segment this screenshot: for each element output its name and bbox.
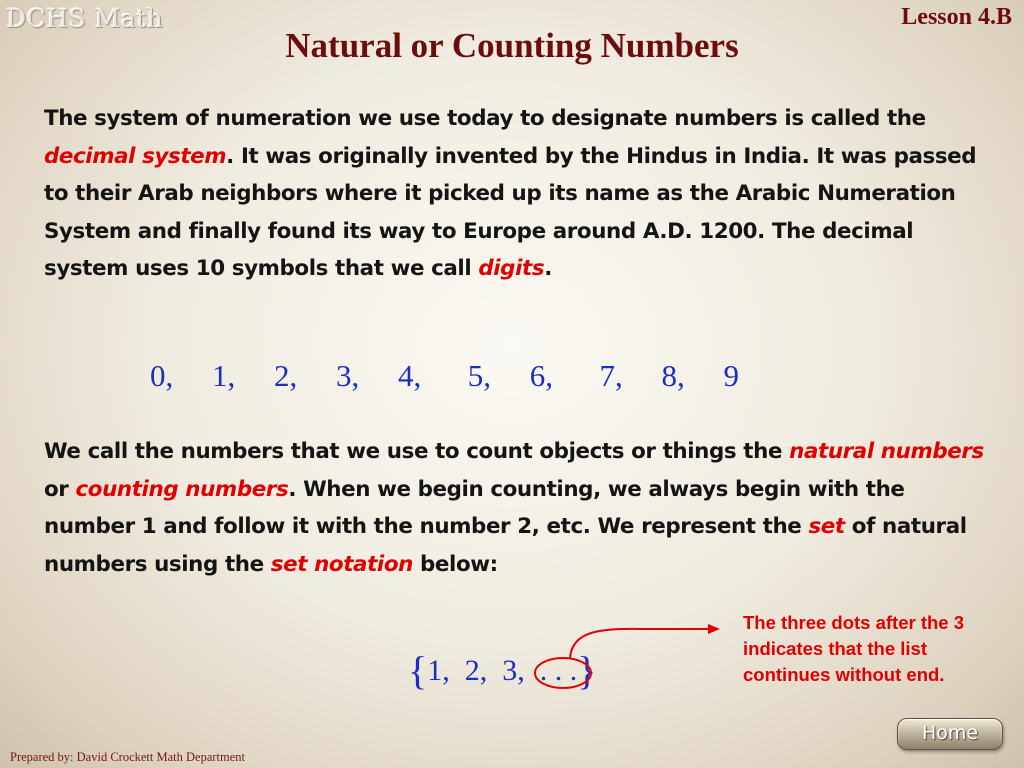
para1-text-1: The system of numeration we use today to designate numbers is called the	[44, 106, 926, 131]
three-dots-annotation: The three dots after the 3 indicates that the list continues without end.	[743, 612, 965, 685]
set-items: 1, 2, 3, . . .	[427, 654, 578, 687]
counting-numbers-term: counting numbers	[75, 476, 289, 502]
para1-text-3: .	[544, 256, 552, 281]
digits-list: 0, 1, 2, 3, 4, 5, 6, 7, 8, 9	[150, 358, 739, 393]
para1-text-2: . It was originally invented by the Hindus in India. It was passed to their Arab neighbors where it picked up its name as the Arabic Numeration System and finally found its way to Europe around A.D. 1200. The decimal system uses 10 symbols that we call	[44, 143, 977, 281]
para2-text-3: . When we begin counting, we always begin with the number 1 and follow it with the number 2, etc. We represent the	[44, 476, 905, 539]
decimal-system-term: decimal system	[44, 143, 227, 169]
set-close-brace: }	[577, 648, 597, 693]
footer-credit: Prepared by: David Crockett Math Department	[10, 750, 245, 764]
para2-text-1: We call the numbers that we use to count objects or things the	[44, 439, 790, 464]
home-button[interactable]: Home	[897, 718, 1003, 750]
ellipsis-circle	[535, 658, 591, 688]
set-open-brace: {	[408, 648, 428, 693]
arrow-line	[570, 629, 710, 658]
set-term: set	[808, 514, 845, 539]
dchs-math-logo: DCHS Math	[6, 4, 164, 33]
para2-text-2: or	[44, 476, 76, 502]
digits-term: digits	[478, 256, 545, 281]
set-notation-term: set notation	[270, 551, 413, 577]
lesson-label: Lesson 4.B	[901, 4, 1012, 30]
para2-text-5: below:	[412, 551, 498, 577]
para2-text-4: of natural numbers using the	[44, 514, 967, 577]
arrow-head	[708, 624, 720, 634]
page-title: Natural or Counting Numbers	[285, 26, 739, 65]
natural-numbers-term: natural numbers	[789, 439, 984, 464]
